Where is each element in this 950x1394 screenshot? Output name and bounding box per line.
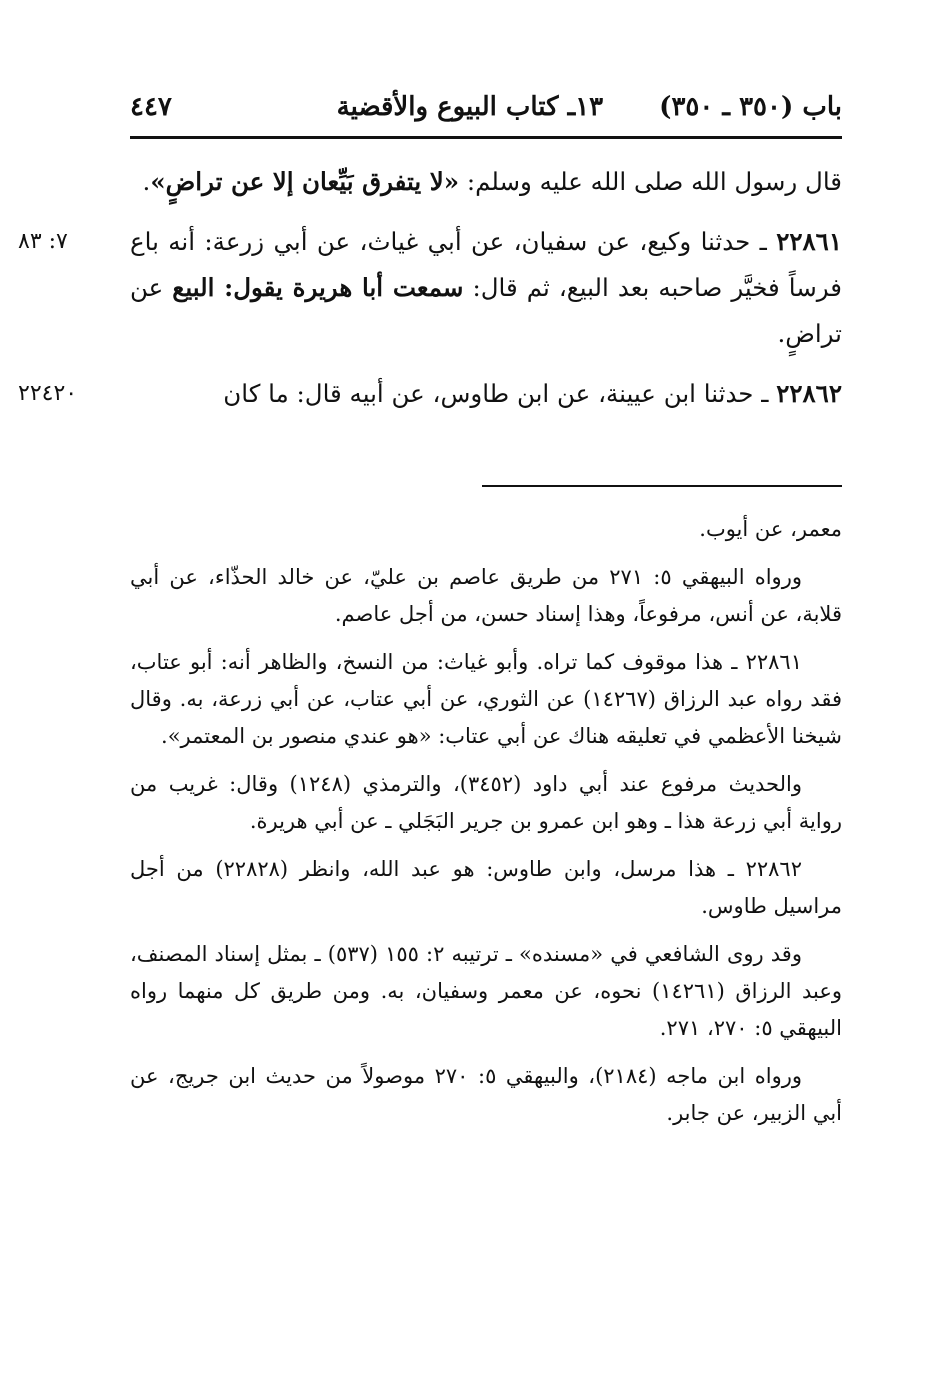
hadith-text — [130, 371, 842, 417]
footnote-paragraph: وقد روى الشافعي في «مسنده» ـ ترتيبه ٢: ١٥٥ (٥٣٧) ـ بمثل إسناد المصنف، وعبد الرزاق (١٤٢٦١) نحوه، عن معمر وسفيان، به. ومن طريق كل منهما رواه البيهقي ٥: ٢٧٠، ٢٧١. — [130, 942, 843, 1040]
margin-reference: ٢٢٤٢٠ — [18, 381, 78, 406]
section-title: باب (٣٥٠ ـ ٣٥٠) — [659, 92, 842, 122]
main-text — [18, 159, 843, 417]
footnotes — [130, 511, 842, 1132]
hadith-22861 — [18, 219, 843, 357]
footnote-paragraph: معمر، عن أيوب. — [699, 517, 842, 541]
chapter-title: ١٣ـ كتاب البيوع والأقضية — [336, 92, 604, 122]
hadith-chain: ـ حدثنا ابن عيينة، عن ابن طاوس، عن أبيه قال: ما كان — [223, 379, 777, 408]
footnote-paragraph: ٢٢٨٦١ ـ هذا موقوف كما تراه. وأبو غياث: من النسخ، والظاهر أنه: أبو عتاب، فقد رواه عبد الرزاق (١٤٢٦٧) عن الثوري، عن أبي عتاب، عن أبي زرعة، به. وقال شيخنا الأعظمي في تعليقه هناك عن أبي عتاب: «هو عندي منصور بن المعتمر». — [130, 650, 842, 748]
margin-reference: ٧: ٨٣ — [18, 229, 68, 254]
hadith-bold-phrase: سمعت أبا هريرة يقول: البيع — [172, 273, 464, 302]
hadith-ending: عن تراضٍ. — [130, 273, 842, 348]
footnote-paragraph: ورواه البيهقي ٥: ٢٧١ من طريق عاصم بن عليّ، عن خالد الحذّاء، عن أبي قلابة، عن أنس، مرفوعاً، وهذا إسناد حسن، من أجل عاصم. — [130, 565, 842, 626]
hadith-text — [130, 219, 842, 357]
footnote-paragraph: ورواه ابن ماجه (٢١٨٤)، والبيهقي ٥: ٢٧٠ موصولاً من حديث ابن جريج، عن أبي الزبير، عن جابر. — [130, 1064, 842, 1125]
hadith-number: ٢٢٨٦١ — [776, 227, 842, 256]
book-page — [18, 80, 843, 1143]
footnote-paragraph: والحديث مرفوع عند أبي داود (٣٤٥٢)، والترمذي (١٢٤٨) وقال: غريب من رواية أبي زرعة هذا ـ وهو ابن عمرو بن جرير البَجَلي ـ عن أبي هريرة. — [130, 772, 842, 833]
footnote-divider — [482, 485, 842, 487]
prophetic-quote: «لا يتفرق بَيِّعان إلا عن تراضٍ» — [150, 167, 460, 196]
continuation-line — [130, 159, 842, 205]
hadith-chain: ـ حدثنا وكيع، عن سفيان، عن أبي غياث، عن أبي زرعة: أنه باع فرساً فخيَّر صاحبه بعد البيع، ثم قال: — [130, 227, 843, 302]
page-number: ٤٤٧ — [130, 92, 172, 122]
continuation-end: . — [142, 167, 151, 196]
continuation-intro: قال رسول الله صلى الله عليه وسلم: — [459, 167, 842, 196]
hadith-22862 — [18, 371, 842, 417]
footnote-paragraph: ٢٢٨٦٢ ـ هذا مرسل، وابن طاوس: هو عبد الله، وانظر (٢٢٨٢٨) من أجل مراسيل طاوس. — [130, 857, 842, 918]
running-head-titles — [337, 92, 842, 122]
running-head — [130, 80, 842, 139]
hadith-number: ٢٢٨٦٢ — [776, 379, 842, 408]
